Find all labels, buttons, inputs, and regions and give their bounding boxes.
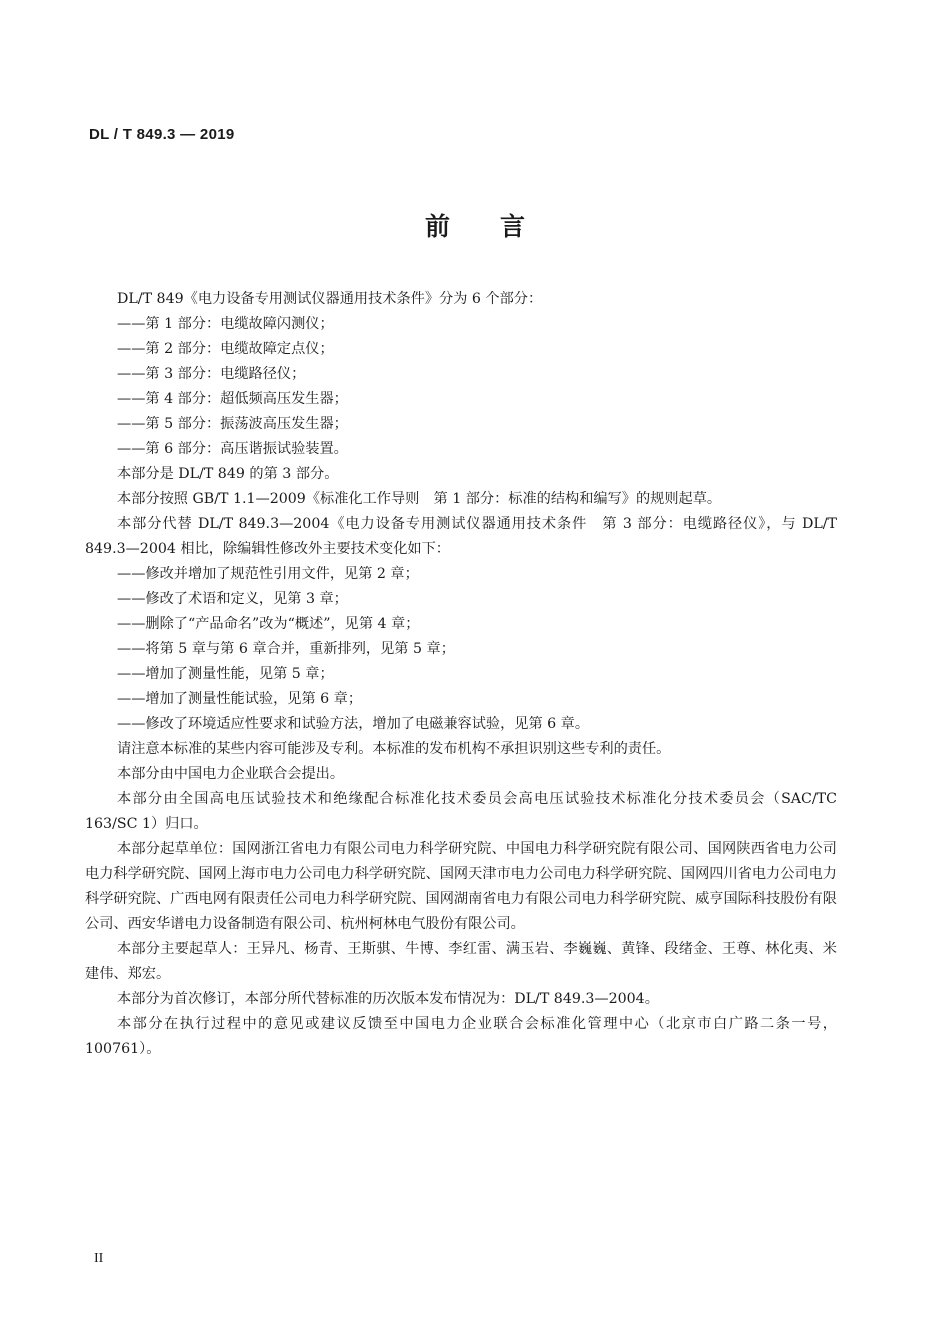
proposed-by-paragraph: 本部分由中国电力企业联合会提出。 [117,766,345,782]
feedback-paragraph: 本部分在执行过程中的意见或建议反馈至中国电力企业联合会标准化管理中心（北京市白广路二条一号，100761）。 [85,1016,837,1057]
parts-list-item: ——第 5 部分：振荡波高压发生器； [117,416,348,432]
drafting-rule-paragraph: 本部分按照 GB/T 1.1—2009《标准化工作导则 第 1 部分：标准的结构和编写》的规则起草。 [117,491,722,507]
centralized-by-paragraph: 本部分由全国高电压试验技术和绝缘配合标准化技术委员会高电压试验技术标准化分技术委员会（SAC/TC 163/SC 1）归口。 [85,791,837,832]
page-number: II [94,1251,104,1266]
parts-list-item: ——第 1 部分：电缆故障闪测仪； [117,316,334,332]
parts-list-item: ——第 6 部分：高压谐振试验装置。 [117,441,348,457]
document-standard-number: DL / T 849.3 — 2019 [89,126,235,143]
parts-list-item: ——第 2 部分：电缆故障定点仪； [117,341,334,357]
replaces-paragraph: 本部分代替 DL/T 849.3—2004《电力设备专用测试仪器通用技术条件 第 3 部分：电缆路径仪》，与 DL/T 849.3—2004 相比，除编辑性修改外主要技术变化如下： [85,516,837,557]
change-list-item: ——修改了术语和定义，见第 3 章； [117,591,348,607]
change-list-item: ——删除了“产品命名”改为“概述”，见第 4 章； [117,616,420,632]
part-note-paragraph: 本部分是 DL/T 849 的第 3 部分。 [117,466,339,482]
parts-list-item: ——第 3 部分：电缆路径仪； [117,366,306,382]
foreword-body [85,287,837,1062]
intro-paragraph: DL/T 849《电力设备专用测试仪器通用技术条件》分为 6 个部分： [117,291,543,307]
title-char-left: 前 [424,212,450,241]
change-list-item: ——增加了测量性能，见第 5 章； [117,666,334,682]
change-list-item: ——将第 5 章与第 6 章合并，重新排列，见第 5 章； [117,641,455,657]
revision-history-paragraph: 本部分为首次修订，本部分所代替标准的历次版本发布情况为：DL/T 849.3—2004。 [117,991,659,1007]
page-title [0,207,950,243]
change-list-item: ——增加了测量性能试验，见第 6 章； [117,691,363,707]
drafters-paragraph: 本部分主要起草人：王异凡、杨青、王斯骐、牛博、李红雷、满玉岩、李巍巍、黄锋、段绪金、王尊、林化夷、米建伟、郑宏。 [85,941,837,982]
drafting-units-paragraph: 本部分起草单位：国网浙江省电力有限公司电力科学研究院、中国电力科学研究院有限公司、国网陕西省电力公司电力科学研究院、国网上海市电力公司电力科学研究院、国网天津市电力公司电力科学研究院、国网四川省电力公司电力科学研究院、广西电网有限责任公司电力科学研究院、国网湖南省电力有限公司电力科学研究院、威亨国际科技股份有限公司、西安华谱电力设备制造有限公司、杭州柯林电气股份有限公司。 [85,841,837,932]
title-char-right: 言 [500,212,526,241]
change-list-item: ——修改并增加了规范性引用文件，见第 2 章； [117,566,419,582]
parts-list-item: ——第 4 部分：超低频高压发生器； [117,391,348,407]
patent-note-paragraph: 请注意本标准的某些内容可能涉及专利。本标准的发布机构不承担识别这些专利的责任。 [117,741,671,757]
change-list-item: ——修改了环境适应性要求和试验方法，增加了电磁兼容试验，见第 6 章。 [117,716,590,732]
